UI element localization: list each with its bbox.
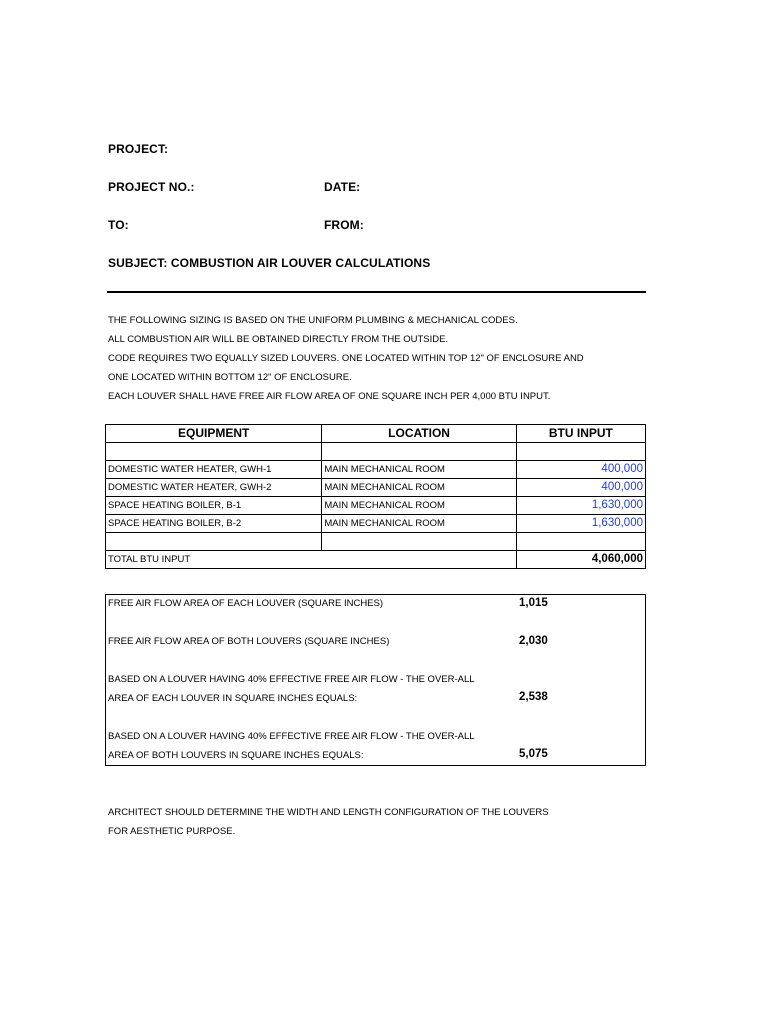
table-row	[106, 515, 646, 533]
footer-line: ARCHITECT SHOULD DETERMINE THE WIDTH AND LENGTH CONFIGURATION OF THE LOUVERS	[108, 807, 549, 818]
intro-line: EACH LOUVER SHALL HAVE FREE AIR FLOW AREA OF ONE SQUARE INCH PER 4,000 BTU INPUT.	[108, 391, 551, 402]
equipment-cell: SPACE HEATING BOILER, B-2	[106, 515, 322, 533]
overall-each-line1: BASED ON A LOUVER HAVING 40% EFFECTIVE FREE AIR FLOW - THE OVER-ALL	[108, 674, 475, 685]
project-no-label: PROJECT NO.:	[108, 180, 195, 194]
btu-cell: 1,630,000	[516, 515, 645, 533]
project-label: PROJECT:	[108, 142, 169, 156]
total-label: TOTAL BTU INPUT	[106, 551, 517, 569]
equipment-cell: DOMESTIC WATER HEATER, GWH-1	[106, 461, 322, 479]
intro-text	[108, 311, 584, 406]
overall-both-line1: BASED ON A LOUVER HAVING 40% EFFECTIVE FREE AIR FLOW - THE OVER-ALL	[108, 731, 475, 742]
overall-each-line2: AREA OF EACH LOUVER IN SQUARE INCHES EQUALS:	[108, 693, 358, 704]
btu-cell: 1,630,000	[516, 497, 645, 515]
column-header-equipment: EQUIPMENT	[106, 425, 322, 443]
btu-cell: 400,000	[516, 461, 645, 479]
intro-line: CODE REQUIRES TWO EQUALLY SIZED LOUVERS. ONE LOCATED WITHIN TOP 12" OF ENCLOSURE AND	[108, 353, 584, 364]
from-label: FROM:	[324, 218, 364, 232]
overall-both-value: 5,075	[519, 748, 548, 760]
table-header-row	[106, 425, 646, 443]
location-cell: MAIN MECHANICAL ROOM	[322, 497, 516, 515]
total-value: 4,060,000	[516, 551, 645, 569]
equipment-cell: SPACE HEATING BOILER, B-1	[106, 497, 322, 515]
table-row	[106, 497, 646, 515]
calculation-box	[105, 594, 646, 766]
both-louvers-label: FREE AIR FLOW AREA OF BOTH LOUVERS (SQUARE INCHES)	[108, 636, 390, 647]
subject-title: SUBJECT: COMBUSTION AIR LOUVER CALCULATIONS	[108, 256, 431, 270]
intro-line: ONE LOCATED WITHIN BOTTOM 12" OF ENCLOSURE.	[108, 372, 352, 383]
location-cell: MAIN MECHANICAL ROOM	[322, 515, 516, 533]
both-louvers-value: 2,030	[519, 635, 548, 647]
each-louver-label: FREE AIR FLOW AREA OF EACH LOUVER (SQUARE INCHES)	[108, 598, 384, 609]
table-row	[106, 479, 646, 497]
header-divider	[107, 291, 646, 293]
total-row	[106, 551, 646, 569]
table-row-blank	[106, 533, 646, 551]
intro-line: THE FOLLOWING SIZING IS BASED ON THE UNIFORM PLUMBING & MECHANICAL CODES.	[108, 315, 518, 326]
each-louver-value: 1,015	[519, 597, 548, 609]
table-row-blank	[106, 443, 646, 461]
equipment-cell: DOMESTIC WATER HEATER, GWH-2	[106, 479, 322, 497]
column-header-location: LOCATION	[322, 425, 516, 443]
overall-both-line2: AREA OF BOTH LOUVERS IN SQUARE INCHES EQUALS:	[108, 750, 364, 761]
footer-note	[108, 803, 549, 841]
intro-line: ALL COMBUSTION AIR WILL BE OBTAINED DIRECTLY FROM THE OUTSIDE.	[108, 334, 449, 345]
equipment-table	[105, 424, 646, 569]
footer-line: FOR AESTHETIC PURPOSE.	[108, 826, 236, 837]
btu-cell: 400,000	[516, 479, 645, 497]
date-label: DATE:	[324, 180, 361, 194]
location-cell: MAIN MECHANICAL ROOM	[322, 479, 516, 497]
location-cell: MAIN MECHANICAL ROOM	[322, 461, 516, 479]
column-header-btu-input: BTU INPUT	[516, 425, 645, 443]
to-label: TO:	[108, 218, 129, 232]
table-row	[106, 461, 646, 479]
overall-each-value: 2,538	[519, 691, 548, 703]
